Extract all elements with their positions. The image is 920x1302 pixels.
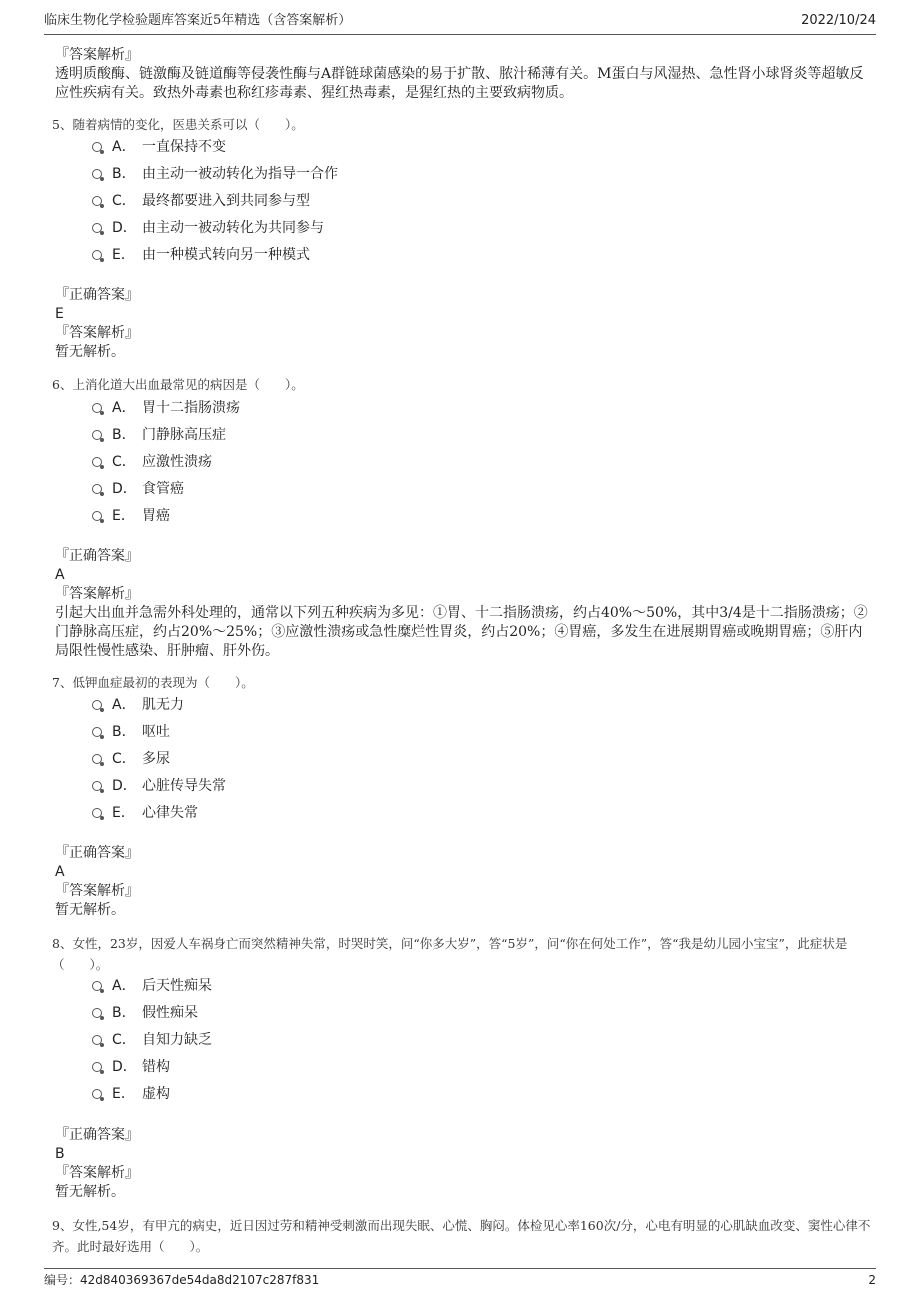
explanation-label: 『答案解析』: [55, 325, 139, 341]
q7-option-a[interactable]: [92, 694, 184, 716]
radio-icon[interactable]: [92, 1035, 102, 1045]
question-8-stem: 8、女性，23岁，因爱人车祸身亡而突然精神失常，时哭时笑，问“你多大岁”，答“5岁”，问“你在何处工作”，答“我是幼儿园小宝宝”，此症状是（ ）。: [52, 936, 848, 972]
q7-option-e[interactable]: [92, 802, 198, 824]
option-letter: E．: [112, 1086, 135, 1102]
radio-icon[interactable]: [92, 781, 102, 791]
question-9-stem: 9、女性,54岁，有甲亢的病史，近日因过劳和精神受刺激而出现失眠、心慌、胸闷。体检见心率160次/分，心电有明显的心肌缺血改变、窦性心律不齐。此时最好选用（ ）。: [52, 1218, 871, 1254]
radio-icon[interactable]: [92, 403, 102, 413]
q5-option-a[interactable]: [92, 136, 226, 158]
radio-icon[interactable]: [92, 142, 102, 152]
option-text: 由主动一被动转化为共同参与: [142, 220, 324, 236]
option-text: 食管癌: [142, 481, 184, 497]
explanation-text: 暂无解析。: [55, 1184, 125, 1200]
page-header: [44, 10, 876, 35]
option-text: 由一种模式转向另一种模式: [142, 247, 310, 263]
q5-option-d[interactable]: [92, 217, 324, 239]
correct-answer-label: 『正确答案』: [55, 548, 139, 564]
option-letter: E．: [112, 508, 135, 524]
page-number: 2: [868, 1273, 876, 1287]
option-text: 虚构: [142, 1086, 170, 1102]
question-5-stem: 5、随着病情的变化，医患关系可以（ ）。: [52, 117, 304, 132]
explanation-label: 『答案解析』: [55, 47, 139, 63]
q6-option-b[interactable]: [92, 424, 226, 446]
q8-answer-block: [55, 1126, 875, 1202]
option-text: 肌无力: [142, 697, 184, 713]
radio-icon[interactable]: [92, 457, 102, 467]
q8-option-b[interactable]: [92, 1002, 198, 1024]
correct-answer: A: [55, 864, 65, 880]
q5-option-b[interactable]: [92, 163, 338, 185]
explanation-label: 『答案解析』: [55, 883, 139, 899]
option-text: 最终都要进入到共同参与型: [142, 193, 310, 209]
radio-icon[interactable]: [92, 196, 102, 206]
q6-answer-block: [55, 547, 875, 661]
question-6-stem: 6、上消化道大出血最常见的病因是（ ）。: [52, 377, 304, 392]
explanation-text: 暂无解析。: [55, 902, 125, 918]
option-letter: B．: [112, 1005, 136, 1021]
option-text: 呕吐: [142, 724, 170, 740]
option-letter: C．: [112, 193, 136, 209]
explanation-text: 透明质酸酶、链激酶及链道酶等侵袭性酶与A群链球菌感染的易于扩散、脓汁稀薄有关。M蛋白与风湿热、急性肾小球肾炎等超敏反应性疾病有关。致热外毒素也称红疹毒素、猩红热毒素，是猩红热的主要致病物质。: [55, 66, 864, 101]
radio-icon[interactable]: [92, 1089, 102, 1099]
page-footer: [44, 1268, 876, 1291]
q7-option-b[interactable]: [92, 721, 170, 743]
option-text: 胃十二指肠溃疡: [142, 400, 240, 416]
explanation-text: 暂无解析。: [55, 344, 125, 360]
radio-icon[interactable]: [92, 484, 102, 494]
option-text: 应激性溃疡: [142, 454, 212, 470]
q6-option-d[interactable]: [92, 478, 184, 500]
option-letter: D．: [112, 778, 137, 794]
radio-icon[interactable]: [92, 808, 102, 818]
document-title: 临床生物化学检验题库答案近5年精选（含答案解析）: [44, 13, 352, 28]
option-letter: D．: [112, 481, 137, 497]
q8-option-c[interactable]: [92, 1029, 212, 1051]
option-letter: E．: [112, 247, 135, 263]
q6-option-a[interactable]: [92, 397, 240, 419]
correct-answer-label: 『正确答案』: [55, 1127, 139, 1143]
q5-option-c[interactable]: [92, 190, 310, 212]
correct-answer: E: [55, 306, 64, 322]
option-letter: C．: [112, 454, 136, 470]
document-date: 2022/10/24: [801, 13, 876, 28]
q5-answer-block: [55, 286, 875, 362]
option-letter: B．: [112, 166, 136, 182]
radio-icon[interactable]: [92, 169, 102, 179]
option-letter: C．: [112, 751, 136, 767]
radio-icon[interactable]: [92, 1008, 102, 1018]
explanation-text: 引起大出血并急需外科处理的，通常以下列五种疾病为多见：①胃、十二指肠溃疡，约占40%～50%，其中3/4是十二指肠溃疡；②门静脉高压症，约占20%～25%；③应激性溃疡或急性糜烂性胃炎，约占20%；④胃癌，多发生在进展期胃癌或晚期胃癌；⑤肝内局限性慢性感染、肝肿瘤、肝外伤。: [55, 605, 868, 659]
q8-option-d[interactable]: [92, 1056, 170, 1078]
option-text: 胃癌: [142, 508, 170, 524]
prev-explanation: [55, 46, 875, 103]
option-letter: A．: [112, 978, 136, 994]
option-text: 假性痴呆: [142, 1005, 198, 1021]
radio-icon[interactable]: [92, 223, 102, 233]
radio-icon[interactable]: [92, 1062, 102, 1072]
explanation-label: 『答案解析』: [55, 1165, 139, 1181]
radio-icon[interactable]: [92, 700, 102, 710]
option-text: 由主动一被动转化为指导一合作: [142, 166, 338, 182]
q7-option-d[interactable]: [92, 775, 226, 797]
q6-option-c[interactable]: [92, 451, 212, 473]
option-letter: D．: [112, 220, 137, 236]
radio-icon[interactable]: [92, 754, 102, 764]
option-text: 自知力缺乏: [142, 1032, 212, 1048]
q7-answer-block: [55, 844, 875, 920]
option-text: 心脏传导失常: [142, 778, 226, 794]
q8-option-e[interactable]: [92, 1083, 170, 1105]
option-text: 错构: [142, 1059, 170, 1075]
option-text: 一直保持不变: [142, 139, 226, 155]
option-text: 后天性痴呆: [142, 978, 212, 994]
radio-icon[interactable]: [92, 250, 102, 260]
option-letter: B．: [112, 724, 136, 740]
correct-answer: A: [55, 567, 65, 583]
option-letter: E．: [112, 805, 135, 821]
option-text: 多尿: [142, 751, 170, 767]
correct-answer-label: 『正确答案』: [55, 287, 139, 303]
option-letter: C．: [112, 1032, 136, 1048]
correct-answer: B: [55, 1146, 65, 1162]
option-letter: A．: [112, 697, 136, 713]
option-text: 门静脉高压症: [142, 427, 226, 443]
option-letter: A．: [112, 400, 136, 416]
explanation-label: 『答案解析』: [55, 586, 139, 602]
q7-option-c[interactable]: [92, 748, 170, 770]
radio-icon[interactable]: [92, 981, 102, 991]
radio-icon[interactable]: [92, 727, 102, 737]
radio-icon[interactable]: [92, 430, 102, 440]
question-7-stem: 7、低钾血症最初的表现为（ ）。: [52, 675, 254, 690]
option-letter: B．: [112, 427, 136, 443]
document-id: 编号：42d840369367de54da8d2107c287f831: [44, 1273, 320, 1287]
q8-option-a[interactable]: [92, 975, 212, 997]
q5-option-e[interactable]: [92, 244, 310, 266]
option-letter: D．: [112, 1059, 137, 1075]
correct-answer-label: 『正确答案』: [55, 845, 139, 861]
option-letter: A．: [112, 139, 136, 155]
option-text: 心律失常: [142, 805, 198, 821]
q6-option-e[interactable]: [92, 505, 170, 527]
radio-icon[interactable]: [92, 511, 102, 521]
